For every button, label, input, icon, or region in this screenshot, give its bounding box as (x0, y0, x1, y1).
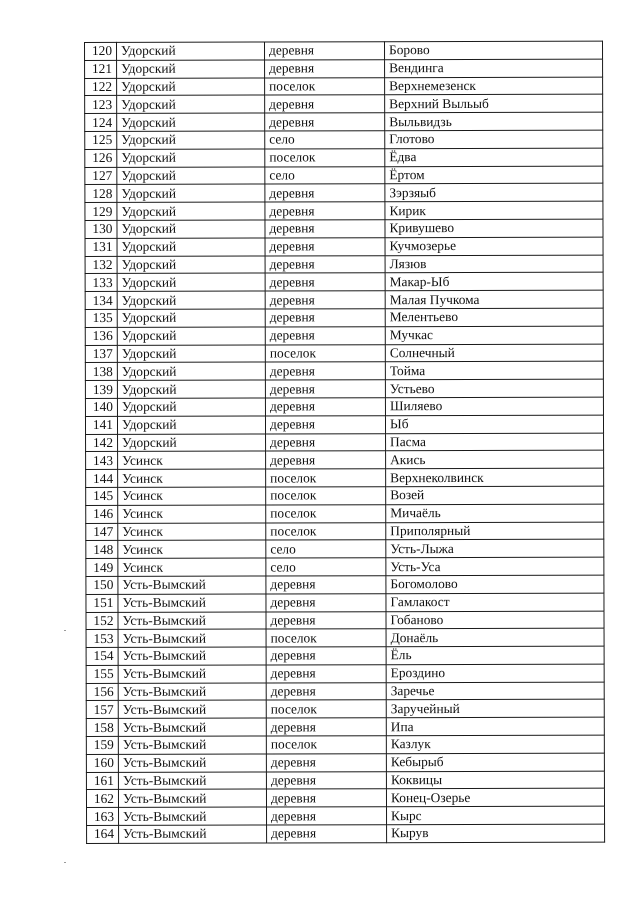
row-number: 146 (86, 505, 118, 523)
settlement-name-cell: Кирик (385, 201, 603, 219)
table-row (86, 682, 604, 701)
table-row (85, 326, 603, 345)
row-number: 150 (86, 576, 118, 594)
district-cell: Усинск (118, 505, 266, 523)
row-number: 159 (86, 736, 118, 754)
settlement-type-cell: деревня (265, 291, 385, 309)
table-row (85, 41, 603, 60)
table-row (86, 450, 604, 469)
row-number: 136 (85, 327, 117, 345)
settlement-type-cell: деревня (265, 95, 385, 113)
settlement-name-cell: Малая Пучкома (385, 290, 603, 308)
settlement-type-cell: деревня (267, 825, 387, 843)
row-number: 123 (85, 96, 117, 114)
district-cell: Усинск (118, 487, 266, 505)
settlement-type-cell: деревня (267, 807, 387, 825)
row-number: 151 (86, 594, 118, 612)
district-cell: Усть-Вымский (118, 683, 266, 701)
settlement-name-cell: Ипа (386, 717, 604, 735)
row-number: 131 (85, 238, 117, 256)
row-number: 153 (86, 630, 118, 648)
settlement-name-cell: Верхнемезенск (385, 77, 603, 95)
row-number: 148 (86, 541, 118, 559)
table-row (85, 415, 603, 434)
district-cell: Усть-Вымский (118, 772, 266, 790)
settlement-type-cell: деревня (265, 255, 385, 273)
settlement-type-cell: село (265, 131, 385, 149)
row-number: 149 (86, 559, 118, 577)
table-row (86, 664, 604, 683)
settlement-name-cell: Ыб (385, 415, 603, 433)
table-row (85, 130, 603, 149)
settlement-name-cell: Тойма (385, 361, 603, 379)
row-number: 138 (85, 363, 117, 381)
table-row (85, 219, 603, 238)
settlement-name-cell: Ёль (386, 646, 604, 664)
table-row (86, 789, 604, 808)
scan-speck (64, 862, 66, 863)
table-row (86, 593, 604, 612)
row-number: 161 (86, 772, 118, 790)
settlement-type-cell: деревня (265, 398, 385, 416)
settlement-name-cell: Коквицы (386, 771, 604, 789)
settlement-name-cell: Ёртом (385, 166, 603, 184)
district-cell: Удорский (117, 42, 265, 60)
settlement-type-cell: поселок (265, 148, 385, 166)
settlement-type-cell: поселок (265, 344, 385, 362)
table-row (86, 433, 604, 452)
district-cell: Удорский (117, 184, 265, 202)
table-row (86, 486, 604, 505)
table-row (86, 771, 604, 790)
settlement-name-cell: Усть-Уса (386, 557, 604, 575)
settlement-name-cell: Борово (385, 41, 603, 59)
district-cell: Усть-Вымский (118, 576, 266, 594)
district-cell: Усть-Вымский (118, 789, 266, 807)
settlement-name-cell: Богомолово (386, 575, 604, 593)
settlement-name-cell: Ероздино (386, 664, 604, 682)
table-row (85, 148, 603, 167)
table-row (86, 700, 604, 719)
settlements-table (84, 41, 605, 844)
row-number: 160 (86, 754, 118, 772)
table-row (85, 201, 603, 220)
settlement-type-cell: деревня (266, 718, 386, 736)
settlement-name-cell: Выльвидзь (385, 112, 603, 130)
row-number: 122 (85, 78, 117, 96)
row-number: 145 (86, 487, 118, 505)
table-row (85, 308, 603, 327)
row-number: 144 (86, 470, 118, 488)
table-row (86, 735, 604, 754)
table-row (85, 95, 603, 114)
district-cell: Усинск (118, 469, 266, 487)
row-number: 125 (85, 131, 117, 149)
table-row (85, 255, 603, 274)
row-number: 164 (87, 825, 119, 843)
row-number: 132 (85, 256, 117, 274)
table-row (86, 504, 604, 523)
settlement-name-cell: Казлук (386, 735, 604, 753)
district-cell: Удорский (117, 131, 265, 149)
settlement-name-cell: Вендинга (385, 59, 603, 77)
settlement-name-cell: Мелентьево (385, 308, 603, 326)
district-cell: Удорский (117, 167, 265, 185)
settlement-name-cell: Приполярный (386, 522, 604, 540)
settlement-type-cell: деревня (266, 576, 386, 594)
settlement-type-cell: деревня (265, 237, 385, 255)
row-number: 157 (86, 701, 118, 719)
district-cell: Усть-Вымский (118, 718, 266, 736)
district-cell: Удорский (117, 398, 265, 416)
settlement-name-cell: Ёдва (385, 148, 603, 166)
row-number: 155 (86, 665, 118, 683)
settlement-name-cell: Зэрзяыб (385, 184, 603, 202)
row-number: 134 (85, 292, 117, 310)
settlement-name-cell: Шиляево (385, 397, 603, 415)
settlement-type-cell: деревня (265, 202, 385, 220)
settlement-type-cell: поселок (266, 504, 386, 522)
district-cell: Удорский (118, 434, 266, 452)
settlement-type-cell: деревня (266, 754, 386, 772)
settlement-name-cell: Верхнеколвинск (386, 468, 604, 486)
settlement-type-cell: деревня (265, 273, 385, 291)
table-row (85, 379, 603, 398)
district-cell: Усть-Вымский (118, 736, 266, 754)
settlement-type-cell: поселок (266, 700, 386, 718)
district-cell: Удорский (117, 113, 265, 131)
scan-speck (64, 630, 66, 631)
settlement-type-cell: деревня (266, 682, 386, 700)
district-cell: Усинск (118, 451, 266, 469)
settlement-type-cell: деревня (265, 380, 385, 398)
settlement-name-cell: Кривушево (385, 219, 603, 237)
district-cell: Усть-Вымский (118, 701, 266, 719)
table-row (85, 184, 603, 203)
settlement-type-cell: деревня (265, 220, 385, 238)
row-number: 147 (86, 523, 118, 541)
row-number: 139 (85, 381, 117, 399)
settlement-type-cell: поселок (266, 629, 386, 647)
row-number: 143 (86, 452, 118, 470)
district-cell: Удорский (117, 309, 265, 327)
row-number: 130 (85, 220, 117, 238)
table-row (86, 468, 604, 487)
row-number: 128 (85, 185, 117, 203)
settlement-type-cell: деревня (265, 309, 385, 327)
row-number: 135 (85, 309, 117, 327)
settlement-name-cell: Кучмозерье (385, 237, 603, 255)
district-cell: Удорский (117, 362, 265, 380)
settlement-type-cell: деревня (265, 362, 385, 380)
district-cell: Усть-Вымский (118, 754, 266, 772)
settlement-name-cell: Глотово (385, 130, 603, 148)
table-row (86, 557, 604, 576)
settlement-name-cell: Мучкас (385, 326, 603, 344)
settlement-type-cell: деревня (266, 665, 386, 683)
row-number: 142 (86, 434, 118, 452)
table-row (86, 522, 604, 541)
settlement-type-cell: поселок (266, 487, 386, 505)
row-number: 163 (87, 808, 119, 826)
settlement-type-cell: деревня (265, 415, 385, 433)
district-cell: Усть-Вымский (119, 825, 267, 843)
table-row (87, 824, 605, 843)
settlements-table-body (85, 41, 605, 843)
district-cell: Усть-Вымский (118, 629, 266, 647)
district-cell: Удорский (117, 345, 265, 363)
row-number: 140 (85, 398, 117, 416)
settlement-name-cell: Пасма (386, 433, 604, 451)
settlement-name-cell: Мичаёль (386, 504, 604, 522)
row-number: 154 (86, 648, 118, 666)
row-number: 127 (85, 167, 117, 185)
settlement-type-cell: село (266, 558, 386, 576)
table-row (86, 717, 604, 736)
settlement-name-cell: Акись (386, 450, 604, 468)
district-cell: Усинск (118, 523, 266, 541)
settlement-type-cell: деревня (265, 184, 385, 202)
settlement-type-cell: деревня (266, 771, 386, 789)
settlement-type-cell: деревня (266, 789, 386, 807)
table-row (86, 539, 604, 558)
row-number: 152 (86, 612, 118, 630)
row-number: 141 (85, 416, 117, 434)
row-number: 158 (86, 719, 118, 737)
district-cell: Удорский (117, 380, 265, 398)
table-row (85, 273, 603, 292)
district-cell: Удорский (117, 149, 265, 167)
table-row (85, 237, 603, 256)
table-row (85, 397, 603, 416)
settlement-type-cell: деревня (265, 113, 385, 131)
settlement-name-cell: Заречье (386, 682, 604, 700)
settlement-name-cell: Возей (386, 486, 604, 504)
row-number: 126 (85, 149, 117, 167)
district-cell: Удорский (117, 416, 265, 434)
settlement-type-cell: деревня (266, 647, 386, 665)
settlement-type-cell: село (266, 540, 386, 558)
settlement-name-cell: Усть-Лыжа (386, 539, 604, 557)
district-cell: Усинск (118, 558, 266, 576)
district-cell: Усть-Вымский (118, 647, 266, 665)
table-row (86, 753, 604, 772)
district-cell: Усть-Вымский (119, 807, 267, 825)
table-row (85, 290, 603, 309)
district-cell: Удорский (117, 202, 265, 220)
table-row (85, 166, 603, 185)
table-row (86, 611, 604, 630)
settlement-name-cell: Верхний Выльыб (385, 95, 603, 113)
settlement-type-cell: деревня (266, 433, 386, 451)
table-row (87, 806, 605, 825)
settlement-name-cell: Кырув (387, 824, 605, 842)
settlement-name-cell: Гамлакост (386, 593, 604, 611)
settlement-name-cell: Донаёль (386, 628, 604, 646)
table-row (86, 575, 604, 594)
district-cell: Удорский (117, 95, 265, 113)
settlement-type-cell: поселок (266, 736, 386, 754)
district-cell: Усть-Вымский (118, 612, 266, 630)
settlement-type-cell: деревня (265, 60, 385, 78)
district-cell: Удорский (117, 238, 265, 256)
table-row (86, 628, 604, 647)
settlement-type-cell: поселок (265, 77, 385, 95)
row-number: 124 (85, 114, 117, 132)
table-row (85, 361, 603, 380)
settlement-type-cell: деревня (266, 611, 386, 629)
row-number: 120 (85, 42, 117, 60)
district-cell: Удорский (117, 273, 265, 291)
district-cell: Удорский (117, 78, 265, 96)
settlement-type-cell: деревня (265, 42, 385, 60)
settlement-name-cell: Солнечный (385, 344, 603, 362)
table-row (85, 59, 603, 78)
district-cell: Усть-Вымский (118, 665, 266, 683)
district-cell: Удорский (117, 327, 265, 345)
settlement-name-cell: Макар-Ыб (385, 273, 603, 291)
settlement-type-cell: поселок (266, 522, 386, 540)
table-row (85, 112, 603, 131)
settlement-name-cell: Гобаново (386, 611, 604, 629)
district-cell: Удорский (117, 60, 265, 78)
settlement-type-cell: деревня (266, 593, 386, 611)
row-number: 137 (85, 345, 117, 363)
settlement-type-cell: деревня (265, 326, 385, 344)
district-cell: Усинск (118, 540, 266, 558)
row-number: 121 (85, 60, 117, 78)
row-number: 129 (85, 203, 117, 221)
settlement-name-cell: Кырс (387, 806, 605, 824)
row-number: 156 (86, 683, 118, 701)
row-number: 133 (85, 274, 117, 292)
settlement-name-cell: Конец-Озерье (386, 789, 604, 807)
settlement-type-cell: деревня (266, 451, 386, 469)
table-row (85, 77, 603, 96)
district-cell: Удорский (117, 256, 265, 274)
settlement-name-cell: Устьево (385, 379, 603, 397)
settlement-name-cell: Лязюв (385, 255, 603, 273)
settlement-type-cell: село (265, 166, 385, 184)
table-row (85, 344, 603, 363)
district-cell: Удорский (117, 220, 265, 238)
settlement-name-cell: Кебырыб (386, 753, 604, 771)
settlement-name-cell: Заручейный (386, 700, 604, 718)
settlement-type-cell: поселок (266, 469, 386, 487)
district-cell: Удорский (117, 291, 265, 309)
row-number: 162 (86, 790, 118, 808)
table-row (86, 646, 604, 665)
district-cell: Усть-Вымский (118, 594, 266, 612)
